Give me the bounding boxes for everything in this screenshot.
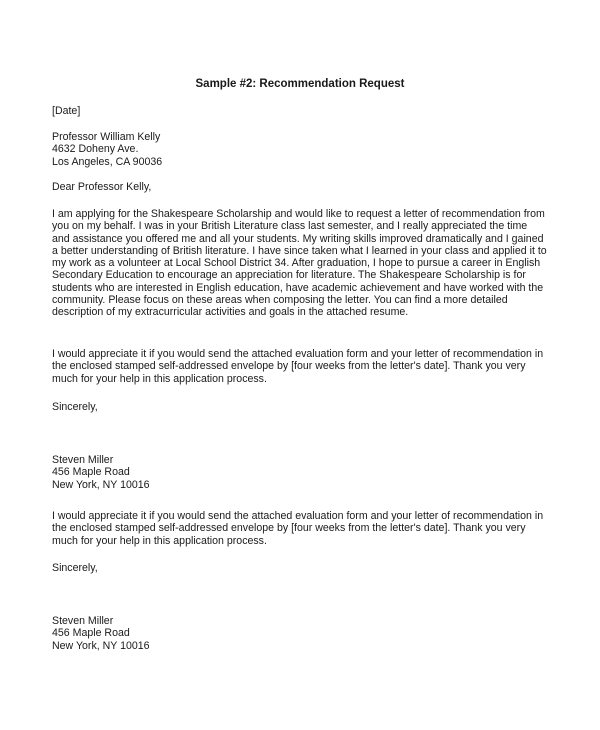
closing-paragraph-first [52, 348, 552, 385]
date-line: [Date] [52, 105, 81, 117]
sender-name: Steven Miller [52, 615, 114, 627]
sender-city: New York, NY 10016 [52, 639, 150, 652]
body-line: I am applying for the Shakespeare Scholarship and would like to request a letter of recommendation from [52, 208, 545, 220]
body-paragraph [52, 208, 552, 318]
closing-line: I would appreciate it if you would send the attached evaluation form and your letter of recommendation in [52, 348, 544, 360]
body-line: description of my extracurricular activities and goals in the attached resume. [52, 306, 409, 318]
sender-name: Steven Miller [52, 454, 114, 466]
date-placeholder [52, 105, 552, 117]
salutation-line: Dear Professor Kelly, [52, 181, 152, 193]
closing-line: much for your help in this application process. [52, 534, 267, 547]
body-line: community. Please focus on these areas when composing the letter. You can find a more detailed [52, 293, 508, 306]
recipient-address [52, 131, 552, 168]
sign-off-first [52, 401, 552, 413]
body-line: and assistance you offered me and all your students. My writing skills improved dramatically and I gained [52, 232, 544, 245]
closing-line: the enclosed stamped self-addressed envelope by [four weeks from the letter's date]. Thank you very [52, 522, 526, 535]
salutation [52, 181, 552, 193]
recipient-name: Professor William Kelly [52, 131, 161, 143]
body-line: a better understanding of British literature. I have since taken what I learned in your class and applied it to [52, 244, 547, 257]
body-line: my work as a volunteer at Local School District 34. After graduation, I hope to pursue a career in English [52, 257, 541, 269]
body-line: you on my behalf. I was in your British Literature class last semester, and I really appreciated the time [52, 220, 528, 233]
sign-off-line: Sincerely, [52, 401, 98, 413]
closing-line: I would appreciate it if you would send the attached evaluation form and your letter of recommendation in [52, 510, 544, 522]
sign-off-line: Sincerely, [52, 562, 98, 574]
sender-address-second [52, 615, 552, 652]
closing-line: the enclosed stamped self-addressed envelope by [four weeks from the letter's date]. Thank you very [52, 360, 526, 373]
recipient-street: 4632 Doheny Ave. [52, 143, 139, 156]
page-title: Sample #2: Recommendation Request [195, 78, 405, 90]
closing-line: much for your help in this application process. [52, 372, 267, 385]
closing-paragraph-second [52, 510, 552, 547]
body-line: Secondary Education to encourage an appreciation for literature. The Shakespeare Scholarship is for [52, 269, 526, 282]
sender-city: New York, NY 10016 [52, 478, 150, 491]
sender-street: 456 Maple Road [52, 627, 130, 640]
sender-street: 456 Maple Road [52, 466, 130, 479]
sender-address-first [52, 454, 552, 491]
body-line: students who are interested in English education, have academic achievement and have worked with the [52, 281, 544, 294]
sign-off-second [52, 562, 552, 574]
recipient-city: Los Angeles, CA 90036 [52, 155, 163, 168]
